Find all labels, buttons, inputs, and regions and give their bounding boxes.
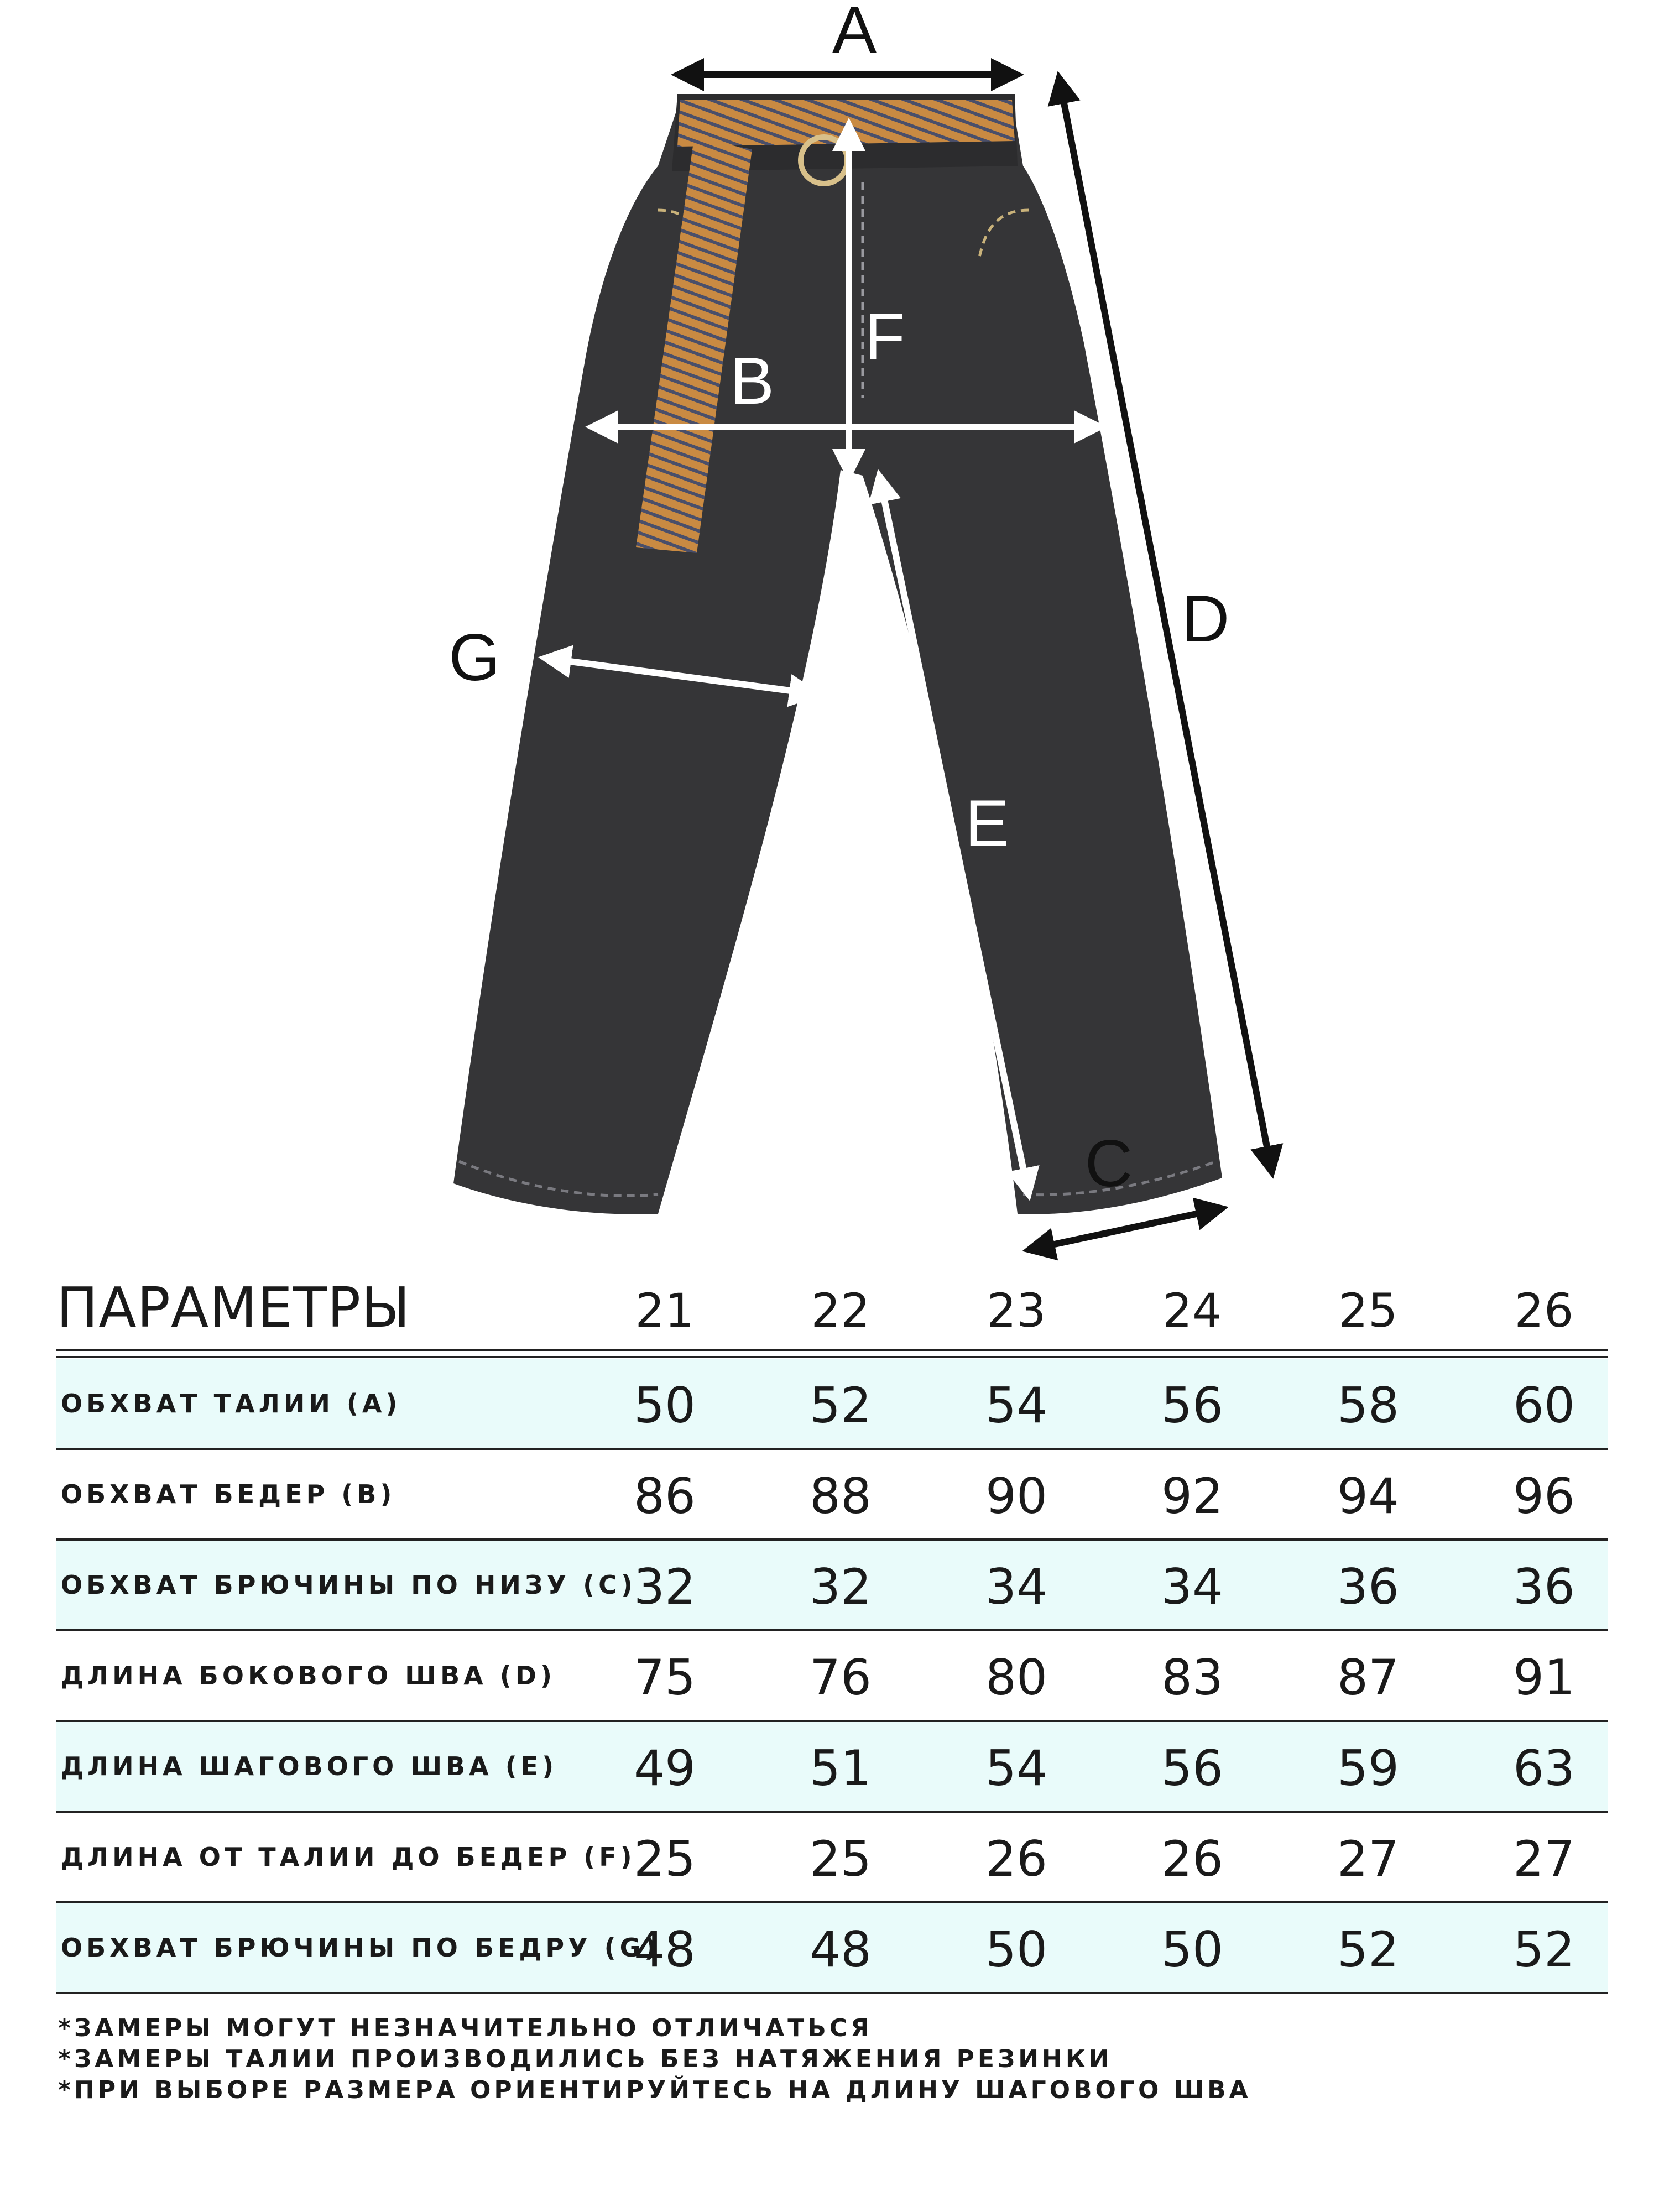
row-label: ДЛИНА ОТ ТАЛИИ ДО БЕДЕР (F) bbox=[61, 1842, 636, 1872]
table-row bbox=[56, 1541, 1608, 1631]
row-label: ОБХВАТ БРЮЧИНЫ ПО БЕДРУ (G) bbox=[61, 1933, 660, 1963]
row-label: ОБХВАТ БРЮЧИНЫ ПО НИЗУ (C) bbox=[61, 1570, 637, 1600]
row-label: ОБХВАТ ТАЛИИ (A) bbox=[61, 1389, 401, 1418]
jeans-shape bbox=[453, 100, 1222, 1214]
size-header-23: 23 bbox=[987, 1284, 1046, 1338]
table-row bbox=[56, 1450, 1608, 1541]
table-row bbox=[56, 1903, 1608, 1994]
table-cell: 52 bbox=[1337, 1921, 1399, 1978]
table-cell: 25 bbox=[810, 1830, 872, 1887]
table-row bbox=[56, 1359, 1608, 1450]
table-cell: 91 bbox=[1513, 1649, 1575, 1706]
table-cell: 49 bbox=[634, 1740, 696, 1797]
label-g: G bbox=[448, 620, 500, 695]
table-cell: 75 bbox=[634, 1649, 696, 1706]
label-c: C bbox=[1084, 1126, 1133, 1201]
table-cell: 27 bbox=[1337, 1830, 1399, 1887]
table-cell: 56 bbox=[1161, 1377, 1223, 1434]
row-divider bbox=[56, 1992, 1608, 1994]
label-b: B bbox=[729, 344, 775, 418]
table-cell: 52 bbox=[810, 1377, 872, 1434]
table-cell: 90 bbox=[985, 1468, 1047, 1525]
label-f: F bbox=[864, 300, 905, 374]
footnotes bbox=[58, 2013, 1441, 2106]
size-header-25: 25 bbox=[1338, 1284, 1398, 1338]
row-label: ОБХВАТ БЕДЕР (B) bbox=[61, 1479, 396, 1509]
label-a: A bbox=[832, 0, 877, 67]
table-cell: 63 bbox=[1513, 1740, 1575, 1797]
table-row bbox=[56, 1813, 1608, 1903]
label-e: E bbox=[964, 786, 1010, 860]
table-cell: 32 bbox=[634, 1558, 696, 1615]
footnote: *ЗАМЕРЫ МОГУТ НЕЗНАЧИТЕЛЬНО ОТЛИЧАТЬСЯ bbox=[58, 2014, 873, 2042]
table-row bbox=[56, 1722, 1608, 1813]
row-label: ДЛИНА ШАГОВОГО ШВА (E) bbox=[61, 1751, 558, 1781]
table-cell: 50 bbox=[985, 1921, 1047, 1978]
table-cell: 32 bbox=[810, 1558, 872, 1615]
table-cell: 54 bbox=[985, 1740, 1047, 1797]
table-cell: 92 bbox=[1161, 1468, 1223, 1525]
table-cell: 58 bbox=[1337, 1377, 1399, 1434]
table-cell: 34 bbox=[985, 1558, 1047, 1615]
table-cell: 48 bbox=[634, 1921, 696, 1978]
table-cell: 27 bbox=[1513, 1830, 1575, 1887]
table-title: ПАРАМЕТРЫ bbox=[56, 1275, 411, 1340]
table-cell: 36 bbox=[1513, 1558, 1575, 1615]
row-label: ДЛИНА БОКОВОГО ШВА (D) bbox=[61, 1661, 556, 1691]
size-header-21: 21 bbox=[635, 1284, 695, 1338]
table-cell: 51 bbox=[810, 1740, 872, 1797]
table-cell: 88 bbox=[810, 1468, 872, 1525]
table-cell: 94 bbox=[1337, 1468, 1399, 1525]
table-cell: 34 bbox=[1161, 1558, 1223, 1615]
table-cell: 83 bbox=[1161, 1649, 1223, 1706]
header-rule bbox=[56, 1356, 1608, 1358]
table-header bbox=[56, 1277, 1608, 1360]
table-cell: 59 bbox=[1337, 1740, 1399, 1797]
table-cell: 52 bbox=[1513, 1921, 1575, 1978]
table-row bbox=[56, 1631, 1608, 1722]
table-cell: 48 bbox=[810, 1921, 872, 1978]
table-cell: 54 bbox=[985, 1377, 1047, 1434]
size-table bbox=[56, 1275, 1608, 1978]
table-cell: 80 bbox=[985, 1649, 1047, 1706]
table-cell: 87 bbox=[1337, 1649, 1399, 1706]
arrow-c bbox=[1029, 1208, 1222, 1250]
size-header-26: 26 bbox=[1514, 1284, 1574, 1338]
label-d: D bbox=[1181, 582, 1230, 656]
table-cell: 26 bbox=[1161, 1830, 1223, 1887]
table-cell: 56 bbox=[1161, 1740, 1223, 1797]
table-cell: 25 bbox=[634, 1830, 696, 1887]
table-cell: 96 bbox=[1513, 1468, 1575, 1525]
footnote: *ЗАМЕРЫ ТАЛИИ ПРОИЗВОДИЛИСЬ БЕЗ НАТЯЖЕНИЯ РЕЗИНКИ bbox=[58, 2045, 1113, 2073]
footnote: *ПРИ ВЫБОРЕ РАЗМЕРА ОРИЕНТИРУЙТЕСЬ НА ДЛИНУ ШАГОВОГО ШВА bbox=[58, 2076, 1251, 2104]
table-cell: 60 bbox=[1513, 1377, 1575, 1434]
table-cell: 86 bbox=[634, 1468, 696, 1525]
size-header-22: 22 bbox=[811, 1284, 870, 1338]
size-header-24: 24 bbox=[1162, 1284, 1222, 1338]
header-rule bbox=[56, 1349, 1608, 1351]
table-cell: 36 bbox=[1337, 1558, 1399, 1615]
table-cell: 50 bbox=[634, 1377, 696, 1434]
table-cell: 76 bbox=[810, 1649, 872, 1706]
table-cell: 26 bbox=[985, 1830, 1047, 1887]
table-cell: 50 bbox=[1161, 1921, 1223, 1978]
